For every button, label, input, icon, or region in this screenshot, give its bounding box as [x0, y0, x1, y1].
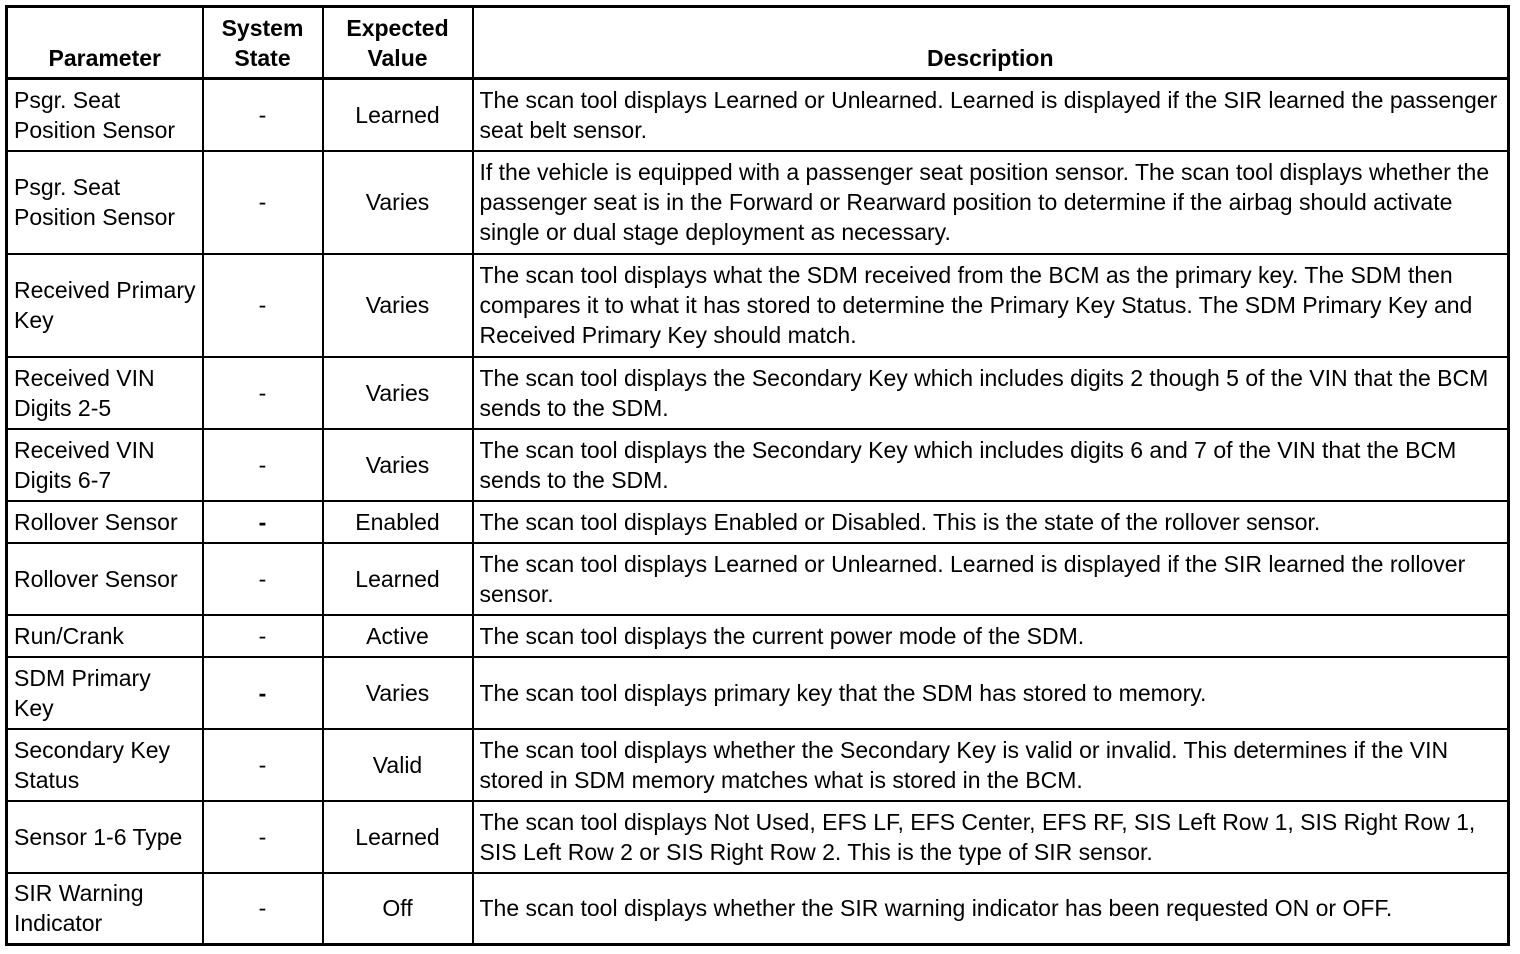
header-system-state: System State	[203, 7, 323, 79]
cell-system-state: -	[203, 501, 323, 543]
header-parameter: Parameter	[7, 7, 203, 79]
cell-expected-value: Varies	[323, 429, 473, 501]
cell-expected-value: Off	[323, 873, 473, 945]
cell-system-state: -	[203, 254, 323, 357]
table-row	[7, 79, 1509, 151]
cell-parameter: Psgr. Seat Position Sensor	[7, 79, 203, 151]
cell-description: The scan tool displays Enabled or Disabled. This is the state of the rollover sensor.	[473, 501, 1509, 543]
cell-description: The scan tool displays primary key that the SDM has stored to memory.	[473, 657, 1509, 729]
cell-description: If the vehicle is equipped with a passenger seat position sensor. The scan tool displays whether the passenger seat is in the Forward or Rearward position to determine if the airbag should activate single or dual stage deployment as necessary.	[473, 151, 1509, 254]
cell-system-state: -	[203, 801, 323, 873]
table-row	[7, 657, 1509, 729]
cell-system-state: -	[203, 615, 323, 657]
header-description: Description	[473, 7, 1509, 79]
cell-description: The scan tool displays Learned or Unlearned. Learned is displayed if the SIR learned the passenger seat belt sensor.	[473, 79, 1509, 151]
cell-parameter: Received VIN Digits 6-7	[7, 429, 203, 501]
table-row	[7, 615, 1509, 657]
cell-description: The scan tool displays what the SDM received from the BCM as the primary key. The SDM then compares it to what it has stored to determine the Primary Key Status. The SDM Primary Key and Received Primary Key should match.	[473, 254, 1509, 357]
cell-description: The scan tool displays the Secondary Key which includes digits 2 though 5 of the VIN that the BCM sends to the SDM.	[473, 357, 1509, 429]
cell-system-state: -	[203, 657, 323, 729]
cell-expected-value: Learned	[323, 79, 473, 151]
cell-expected-value: Learned	[323, 543, 473, 615]
table-row	[7, 729, 1509, 801]
table-row	[7, 429, 1509, 501]
cell-description: The scan tool displays the Secondary Key which includes digits 6 and 7 of the VIN that the BCM sends to the SDM.	[473, 429, 1509, 501]
cell-parameter: SIR Warning Indicator	[7, 873, 203, 945]
cell-system-state: -	[203, 729, 323, 801]
table-row	[7, 501, 1509, 543]
cell-parameter: Rollover Sensor	[7, 543, 203, 615]
cell-parameter: Received Primary Key	[7, 254, 203, 357]
cell-description: The scan tool displays whether the Secondary Key is valid or invalid. This determines if the VIN stored in SDM memory matches what is stored in the BCM.	[473, 729, 1509, 801]
cell-system-state: -	[203, 151, 323, 254]
cell-expected-value: Varies	[323, 151, 473, 254]
cell-parameter: Secondary Key Status	[7, 729, 203, 801]
table-row	[7, 801, 1509, 873]
cell-expected-value: Varies	[323, 357, 473, 429]
table-row	[7, 543, 1509, 615]
cell-system-state: -	[203, 357, 323, 429]
cell-expected-value: Valid	[323, 729, 473, 801]
cell-description: The scan tool displays Not Used, EFS LF, EFS Center, EFS RF, SIS Left Row 1, SIS Right Row 1, SIS Left Row 2 or SIS Right Row 2. This is the type of SIR sensor.	[473, 801, 1509, 873]
header-row	[7, 7, 1509, 79]
table-row	[7, 151, 1509, 254]
cell-expected-value: Varies	[323, 657, 473, 729]
cell-system-state: -	[203, 429, 323, 501]
cell-expected-value: Varies	[323, 254, 473, 357]
cell-description: The scan tool displays the current power mode of the SDM.	[473, 615, 1509, 657]
cell-parameter: Rollover Sensor	[7, 501, 203, 543]
cell-expected-value: Active	[323, 615, 473, 657]
sdm-data-table	[5, 5, 1510, 946]
cell-expected-value: Enabled	[323, 501, 473, 543]
cell-expected-value: Learned	[323, 801, 473, 873]
cell-parameter: Psgr. Seat Position Sensor	[7, 151, 203, 254]
cell-system-state: -	[203, 543, 323, 615]
cell-description: The scan tool displays Learned or Unlearned. Learned is displayed if the SIR learned the rollover sensor.	[473, 543, 1509, 615]
table-row	[7, 254, 1509, 357]
table-header	[7, 7, 1509, 79]
table-row	[7, 873, 1509, 945]
cell-parameter: SDM Primary Key	[7, 657, 203, 729]
cell-parameter: Received VIN Digits 2-5	[7, 357, 203, 429]
table-body	[7, 79, 1509, 945]
cell-parameter: Sensor 1-6 Type	[7, 801, 203, 873]
cell-system-state: -	[203, 873, 323, 945]
header-expected-value: Expected Value	[323, 7, 473, 79]
table-row	[7, 357, 1509, 429]
cell-parameter: Run/Crank	[7, 615, 203, 657]
cell-description: The scan tool displays whether the SIR warning indicator has been requested ON or OFF.	[473, 873, 1509, 945]
table-container	[5, 5, 1510, 946]
cell-system-state: -	[203, 79, 323, 151]
